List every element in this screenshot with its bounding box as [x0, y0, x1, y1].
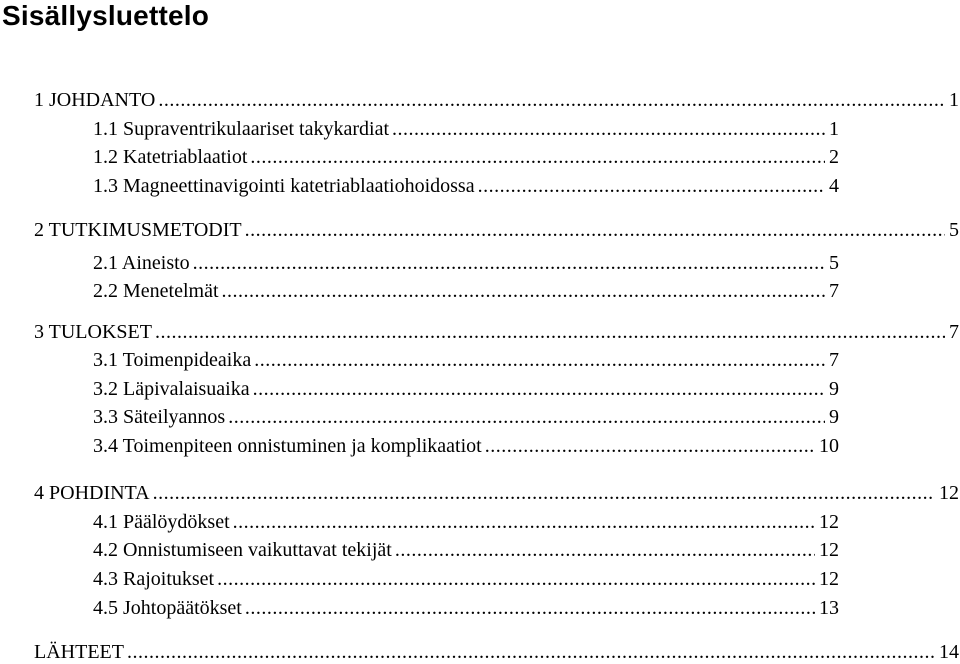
toc-entry-label: 2 TUTKIMUSMETODIT	[34, 219, 242, 241]
toc-entry-page: 13	[819, 597, 839, 619]
dot-leader	[254, 348, 825, 372]
toc-entry-2-tutkimusmetodit[interactable]	[34, 218, 959, 242]
toc-entry-1-1[interactable]	[93, 117, 839, 141]
toc-entry-label: 1.2 Katetriablaatiot	[93, 146, 248, 168]
toc-entry-label: 3.3 Säteilyannos	[93, 406, 226, 428]
toc-entry-label: 3 TULOKSET	[34, 321, 152, 343]
toc-entry-page: 12	[939, 482, 959, 504]
toc-entry-page: 9	[829, 406, 839, 428]
dot-leader	[395, 538, 815, 562]
toc-entry-label: 2.1 Aineisto	[93, 252, 190, 274]
toc-entry-4-5[interactable]	[93, 596, 839, 620]
toc-entry-label: 4.2 Onnistumiseen vaikuttavat tekijät	[93, 539, 392, 561]
toc-entry-4-1[interactable]	[93, 510, 839, 534]
dot-leader	[127, 640, 935, 664]
toc-entry-3-2[interactable]	[93, 377, 839, 401]
dot-leader	[392, 117, 825, 141]
toc-entry-label: 3.1 Toimenpideaika	[93, 349, 252, 371]
toc-entry-2-2[interactable]	[93, 279, 839, 303]
toc-entry-label: 4.1 Päälöydökset	[93, 511, 230, 533]
toc-entry-page: 5	[949, 219, 959, 241]
toc-entry-1-3[interactable]	[93, 174, 839, 198]
toc-entry-3-4[interactable]	[93, 434, 839, 458]
toc-entry-label: LÄHTEET	[34, 641, 124, 663]
dot-leader	[222, 279, 825, 303]
toc-entry-lahteet[interactable]	[34, 640, 959, 664]
toc-entry-label: 1 JOHDANTO	[34, 89, 156, 111]
toc-entry-3-tulokset[interactable]	[34, 320, 959, 344]
toc-entry-label: 3.4 Toimenpiteen onnistuminen ja komplikaatiot	[93, 435, 482, 457]
toc-entry-page: 1	[949, 89, 959, 111]
dot-leader	[253, 377, 825, 401]
dot-leader	[217, 567, 815, 591]
toc-entry-page: 7	[949, 321, 959, 343]
dot-leader	[193, 251, 825, 275]
dot-leader	[245, 596, 815, 620]
toc-entry-label: 4.3 Rajoitukset	[93, 568, 215, 590]
toc-entry-4-2[interactable]	[93, 538, 839, 562]
toc-entry-page: 12	[819, 511, 839, 533]
page-title: Sisällysluettelo	[2, 0, 210, 31]
toc-entry-page: 7	[829, 280, 839, 302]
toc-entry-page: 4	[829, 175, 839, 197]
dot-leader	[245, 218, 945, 242]
toc-entry-page: 12	[819, 539, 839, 561]
toc-entry-page: 14	[939, 641, 959, 663]
toc-entry-page: 10	[819, 435, 839, 457]
dot-leader	[158, 88, 945, 112]
toc-entry-page: 7	[829, 349, 839, 371]
dot-leader	[478, 174, 825, 198]
toc-entry-page: 12	[819, 568, 839, 590]
toc-entry-page: 5	[829, 252, 839, 274]
toc-entry-4-3[interactable]	[93, 567, 839, 591]
dot-leader	[485, 434, 815, 458]
toc-entry-4-pohdinta[interactable]	[34, 481, 959, 505]
toc-entry-page: 2	[829, 146, 839, 168]
toc-entry-page: 1	[829, 118, 839, 140]
toc-entry-label: 3.2 Läpivalaisuaika	[93, 378, 250, 400]
dot-leader	[155, 320, 945, 344]
dot-leader	[153, 481, 935, 505]
toc-entry-3-3[interactable]	[93, 405, 839, 429]
toc-entry-3-1[interactable]	[93, 348, 839, 372]
dot-leader	[228, 405, 825, 429]
toc-entry-page: 9	[829, 378, 839, 400]
dot-leader	[233, 510, 815, 534]
toc-entry-label: 1.1 Supraventrikulaariset takykardiat	[93, 118, 390, 140]
dot-leader	[250, 145, 825, 169]
toc-entry-label: 1.3 Magneettinavigointi katetriablaatiohoidossa	[93, 175, 475, 197]
toc-entry-1-2[interactable]	[93, 145, 839, 169]
toc-entry-label: 4 POHDINTA	[34, 482, 150, 504]
toc-entry-label: 4.5 Johtopäätökset	[93, 597, 242, 619]
toc-entry-1-johdanto[interactable]	[34, 88, 959, 112]
toc-entry-label: 2.2 Menetelmät	[93, 280, 219, 302]
toc-entry-2-1[interactable]	[93, 251, 839, 275]
